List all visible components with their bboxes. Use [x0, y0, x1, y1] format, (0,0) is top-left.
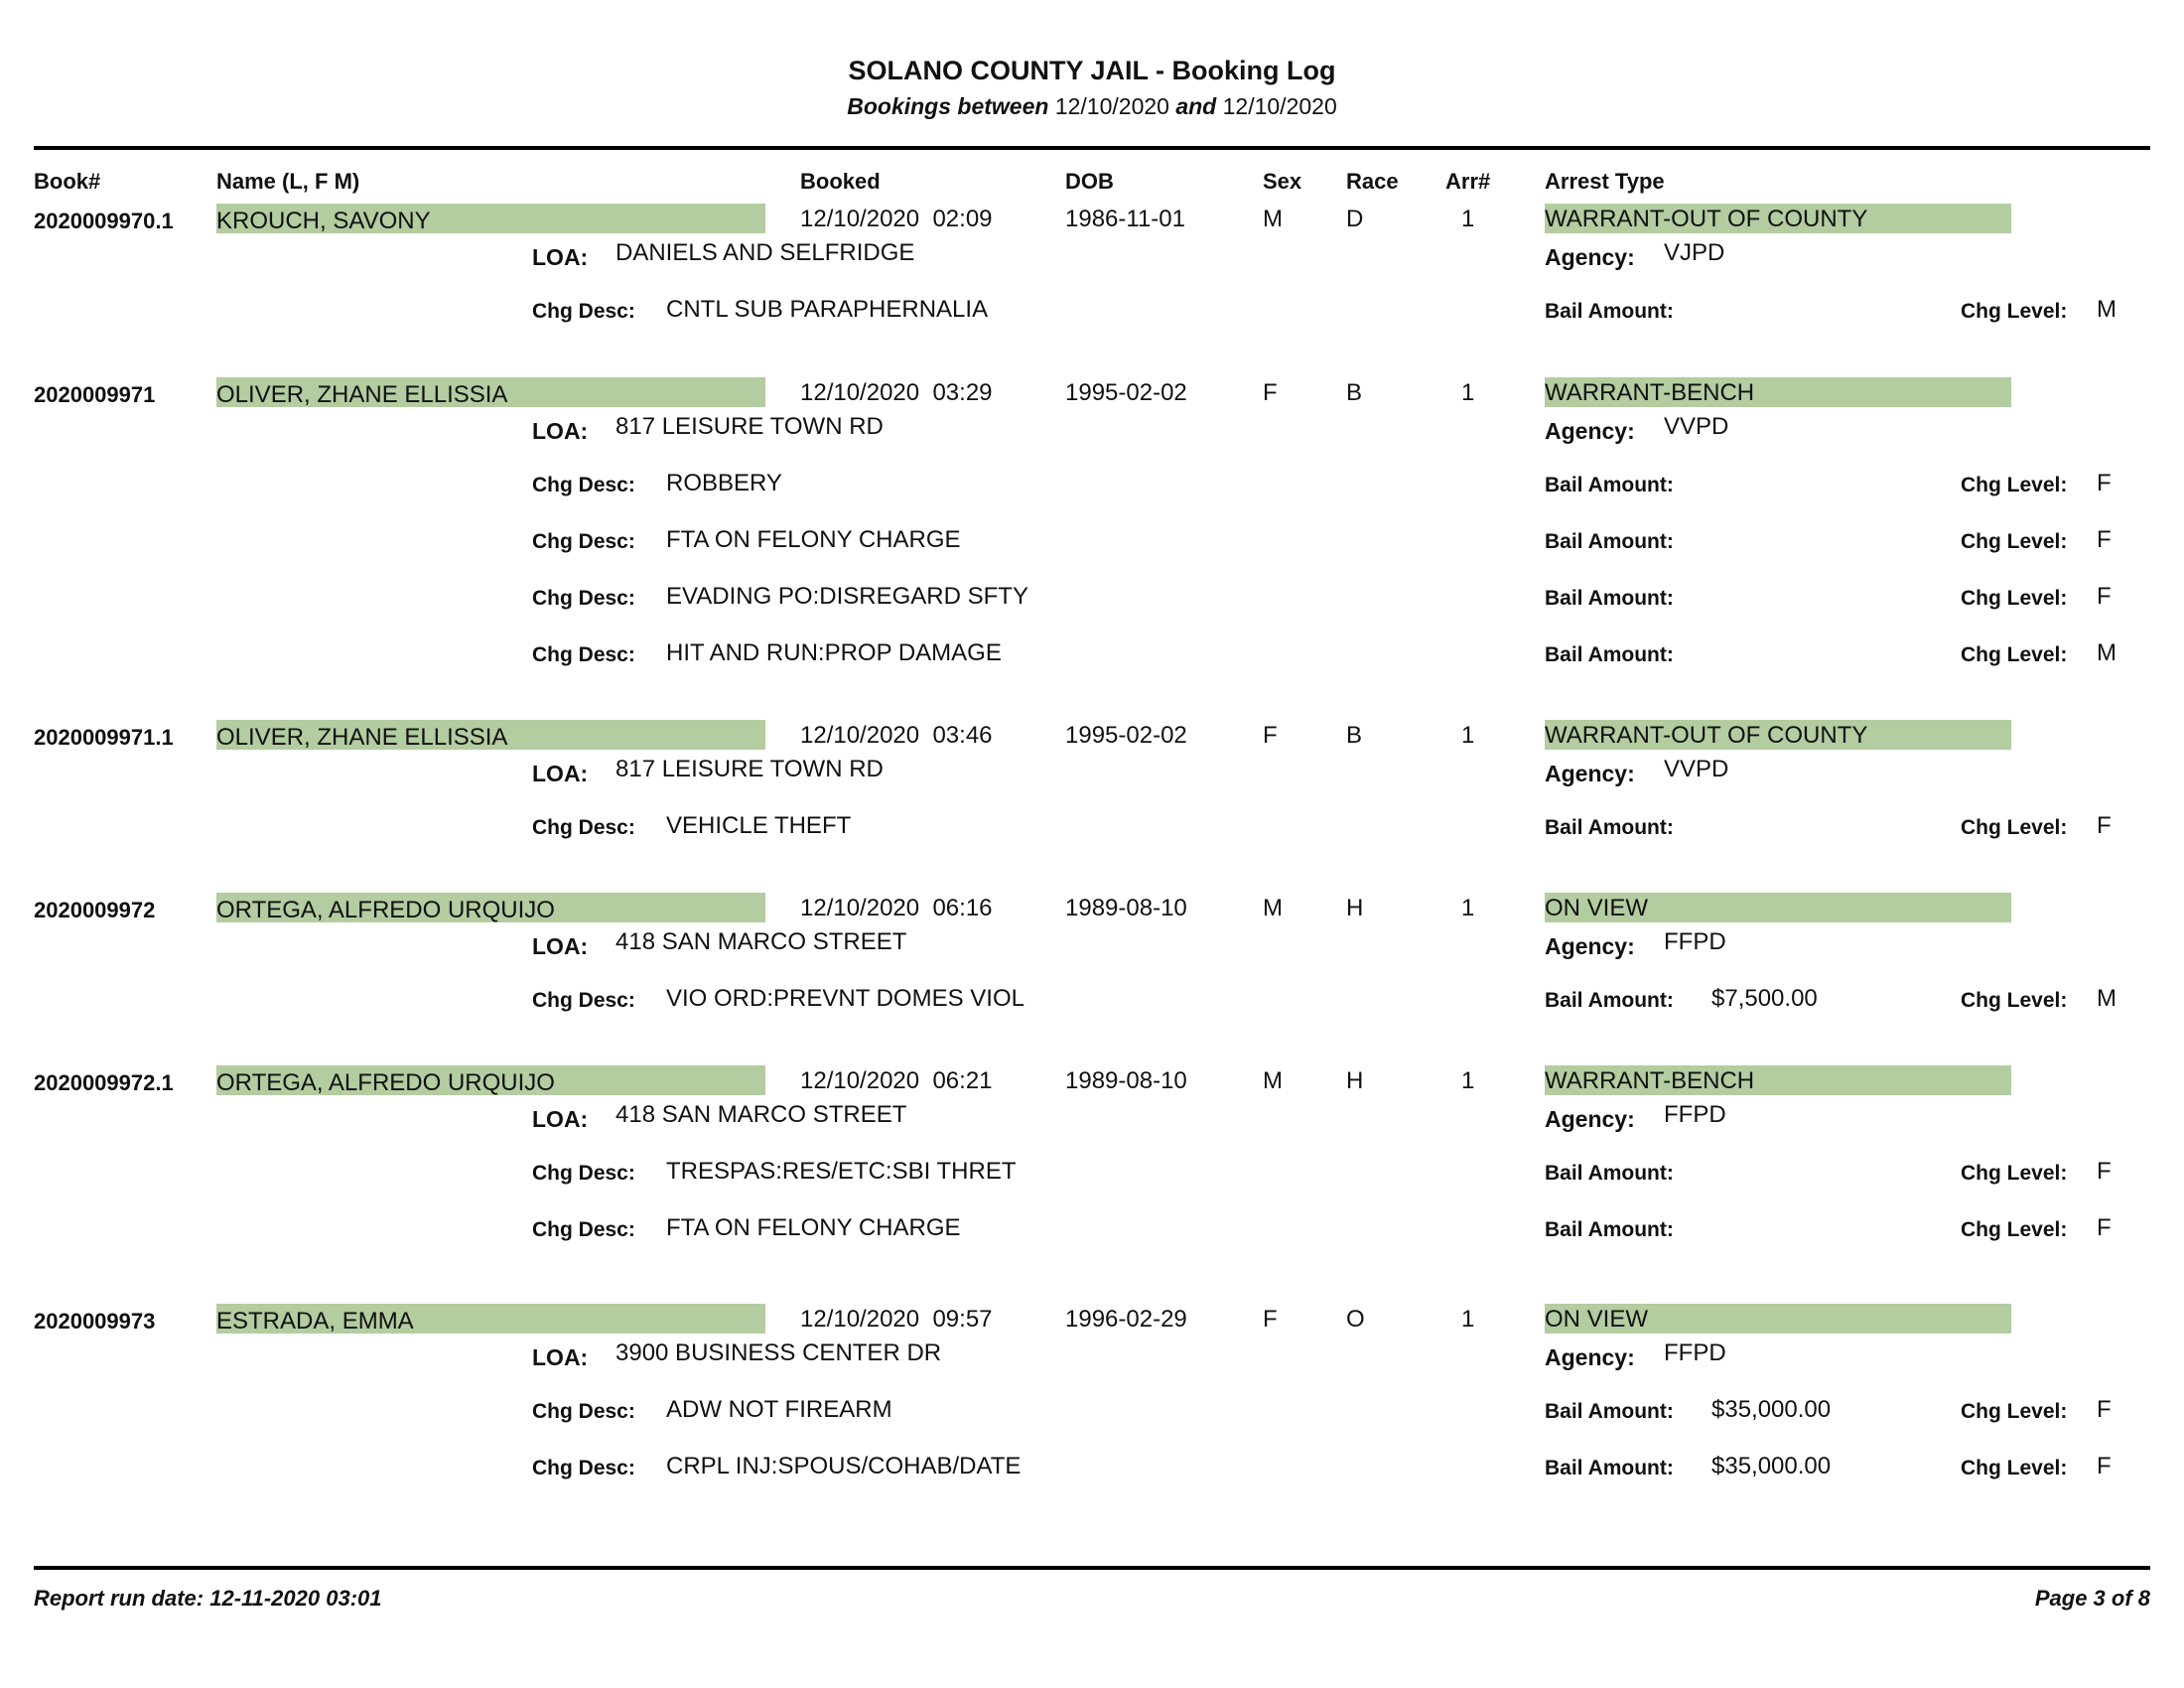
date-of-birth: 1995-02-02 [1065, 722, 1187, 749]
col-header-book: Book# [34, 169, 101, 194]
charge-level: F [2097, 1396, 2112, 1423]
loa-label: LOA: [532, 761, 589, 786]
charge-level: M [2097, 985, 2116, 1012]
race-value: D [1346, 206, 1364, 232]
booked-datetime: 12/10/2020 03:46 [800, 722, 993, 749]
race-value: B [1346, 722, 1363, 749]
agency-value: FFPD [1664, 928, 1726, 955]
col-header-arr: Arr# [1445, 169, 1491, 194]
bail-amount-label: Bail Amount: [1545, 643, 1674, 666]
arrest-count: 1 [1461, 206, 1475, 232]
charge-desc-label: Chg Desc: [532, 816, 635, 839]
booked-datetime: 12/10/2020 03:29 [800, 379, 993, 406]
subtitle-prefix: Bookings between [847, 93, 1049, 119]
inmate-name-bar [216, 204, 765, 233]
footer-rule [34, 1566, 2150, 1570]
charge-level-label: Chg Level: [1961, 474, 2068, 496]
sex-value: F [1263, 722, 1278, 749]
loa-label: LOA: [532, 933, 589, 959]
arrest-count: 1 [1461, 895, 1475, 921]
subtitle-mid: and [1175, 93, 1217, 119]
date-of-birth: 1989-08-10 [1065, 895, 1187, 921]
charge-level: F [2097, 1214, 2112, 1241]
arrest-type: WARRANT-BENCH [1545, 1067, 1755, 1094]
bail-amount-label: Bail Amount: [1545, 1162, 1674, 1185]
race-value: O [1346, 1306, 1365, 1333]
header-rule [34, 146, 2150, 150]
charge-level: M [2097, 296, 2116, 323]
arrest-type-bar [1545, 1304, 2011, 1334]
sex-value: F [1263, 1306, 1278, 1333]
charge-description: ROBBERY [666, 470, 782, 496]
col-header-dob: DOB [1065, 169, 1114, 194]
charge-level-label: Chg Level: [1961, 1218, 2068, 1241]
arrest-type: ON VIEW [1545, 1306, 1649, 1333]
agency-label: Agency: [1545, 1344, 1635, 1370]
sex-value: M [1263, 206, 1283, 232]
charge-description: ADW NOT FIREARM [666, 1396, 892, 1423]
charge-level: F [2097, 1453, 2112, 1479]
charge-level: F [2097, 812, 2112, 839]
booked-datetime: 12/10/2020 02:09 [800, 206, 993, 232]
arrest-type-bar [1545, 1065, 2011, 1095]
agency-label: Agency: [1545, 761, 1635, 786]
agency-label: Agency: [1545, 933, 1635, 959]
charge-level-label: Chg Level: [1961, 989, 2068, 1012]
loa-value: 817 LEISURE TOWN RD [615, 756, 884, 782]
charge-desc-label: Chg Desc: [532, 989, 635, 1012]
col-header-sex: Sex [1263, 169, 1302, 194]
booked-datetime: 12/10/2020 06:16 [800, 895, 993, 921]
arrest-type: WARRANT-BENCH [1545, 379, 1755, 406]
loa-value: 3900 BUSINESS CENTER DR [615, 1339, 942, 1366]
loa-value: 817 LEISURE TOWN RD [615, 413, 884, 440]
report-run-date: Report run date: 12-11-2020 03:01 [34, 1586, 382, 1611]
charge-level-label: Chg Level: [1961, 587, 2068, 610]
loa-label: LOA: [532, 244, 589, 270]
inmate-name-bar [216, 1065, 765, 1095]
date-of-birth: 1989-08-10 [1065, 1067, 1187, 1094]
arrest-type-bar [1545, 893, 2011, 922]
loa-value: 418 SAN MARCO STREET [615, 928, 907, 955]
agency-value: FFPD [1664, 1339, 1726, 1366]
arrest-type-bar [1545, 204, 2011, 233]
agency-value: VVPD [1664, 413, 1729, 440]
charge-desc-label: Chg Desc: [532, 587, 635, 610]
bail-amount: $35,000.00 [1711, 1453, 1832, 1479]
book-number: 2020009971 [34, 382, 156, 407]
charge-level: F [2097, 1158, 2112, 1185]
charge-desc-label: Chg Desc: [532, 1218, 635, 1241]
charge-level-label: Chg Level: [1961, 643, 2068, 666]
book-number: 2020009971.1 [34, 725, 174, 750]
race-value: H [1346, 895, 1364, 921]
agency-label: Agency: [1545, 1106, 1635, 1132]
report-date-range [0, 93, 2184, 120]
race-value: B [1346, 379, 1363, 406]
charge-desc-label: Chg Desc: [532, 643, 635, 666]
loa-value: 418 SAN MARCO STREET [615, 1101, 907, 1128]
sex-value: F [1263, 379, 1278, 406]
agency-value: VJPD [1664, 239, 1725, 266]
arrest-count: 1 [1461, 1067, 1475, 1094]
bail-amount-label: Bail Amount: [1545, 474, 1674, 496]
charge-level-label: Chg Level: [1961, 530, 2068, 553]
arrest-count: 1 [1461, 1306, 1475, 1333]
end-date: 12/10/2020 [1222, 93, 1337, 119]
arrest-count: 1 [1461, 379, 1475, 406]
charge-level-label: Chg Level: [1961, 300, 2068, 323]
bail-amount: $35,000.00 [1711, 1396, 1832, 1423]
race-value: H [1346, 1067, 1364, 1094]
book-number: 2020009972 [34, 898, 156, 922]
agency-value: FFPD [1664, 1101, 1726, 1128]
arrest-type-bar [1545, 377, 2011, 407]
charge-description: CNTL SUB PARAPHERNALIA [666, 296, 989, 323]
arrest-count: 1 [1461, 722, 1475, 749]
agency-label: Agency: [1545, 244, 1635, 270]
charge-description: EVADING PO:DISREGARD SFTY [666, 583, 1028, 610]
charge-description: HIT AND RUN:PROP DAMAGE [666, 639, 1002, 666]
loa-label: LOA: [532, 418, 589, 444]
loa-label: LOA: [532, 1344, 589, 1370]
charge-description: CRPL INJ:SPOUS/COHAB/DATE [666, 1453, 1022, 1479]
bail-amount-label: Bail Amount: [1545, 1218, 1674, 1241]
bail-amount-label: Bail Amount: [1545, 587, 1674, 610]
charge-desc-label: Chg Desc: [532, 300, 635, 323]
arrest-type: ON VIEW [1545, 895, 1649, 921]
inmate-name: ORTEGA, ALFREDO URQUIJO [216, 897, 555, 923]
bail-amount-label: Bail Amount: [1545, 300, 1674, 323]
charge-description: FTA ON FELONY CHARGE [666, 526, 961, 553]
charge-desc-label: Chg Desc: [532, 474, 635, 496]
book-number: 2020009970.1 [34, 209, 174, 233]
arrest-type: WARRANT-OUT OF COUNTY [1545, 206, 1868, 232]
charge-level-label: Chg Level: [1961, 1162, 2068, 1185]
booked-datetime: 12/10/2020 09:57 [800, 1306, 993, 1333]
agency-value: VVPD [1664, 756, 1729, 782]
charge-level-label: Chg Level: [1961, 816, 2068, 839]
sex-value: M [1263, 1067, 1283, 1094]
charge-desc-label: Chg Desc: [532, 530, 635, 553]
booked-datetime: 12/10/2020 06:21 [800, 1067, 993, 1094]
bail-amount-label: Bail Amount: [1545, 530, 1674, 553]
col-header-race: Race [1346, 169, 1399, 194]
book-number: 2020009973 [34, 1309, 156, 1334]
charge-description: VIO ORD:PREVNT DOMES VIOL [666, 985, 1024, 1012]
bail-amount: $7,500.00 [1711, 985, 1818, 1012]
charge-description: FTA ON FELONY CHARGE [666, 1214, 961, 1241]
bail-amount-label: Bail Amount: [1545, 816, 1674, 839]
charge-description: VEHICLE THEFT [666, 812, 852, 839]
charge-level: F [2097, 470, 2112, 496]
loa-value: DANIELS AND SELFRIDGE [615, 239, 915, 266]
start-date: 12/10/2020 [1054, 93, 1169, 119]
page-number: Page 3 of 8 [2034, 1586, 2150, 1611]
charge-level: F [2097, 526, 2112, 553]
book-number: 2020009972.1 [34, 1070, 174, 1095]
inmate-name-bar [216, 893, 765, 922]
charge-description: TRESPAS:RES/ETC:SBI THRET [666, 1158, 1017, 1185]
report-title: SOLANO COUNTY JAIL - Booking Log [848, 56, 1336, 85]
bail-amount-label: Bail Amount: [1545, 1400, 1674, 1423]
col-header-booked: Booked [800, 169, 881, 194]
bail-amount-label: Bail Amount: [1545, 1457, 1674, 1479]
date-of-birth: 1986-11-01 [1065, 206, 1185, 232]
inmate-name: ESTRADA, EMMA [216, 1308, 414, 1335]
inmate-name: OLIVER, ZHANE ELLISSIA [216, 381, 508, 408]
charge-desc-label: Chg Desc: [532, 1162, 635, 1185]
arrest-type-bar [1545, 720, 2011, 750]
arrest-type: WARRANT-OUT OF COUNTY [1545, 722, 1868, 749]
charge-desc-label: Chg Desc: [532, 1457, 635, 1479]
date-of-birth: 1996-02-29 [1065, 1306, 1187, 1333]
date-of-birth: 1995-02-02 [1065, 379, 1187, 406]
inmate-name-bar [216, 377, 765, 407]
inmate-name-bar [216, 720, 765, 750]
agency-label: Agency: [1545, 418, 1635, 444]
col-header-name: Name (L, F M) [216, 169, 360, 194]
charge-desc-label: Chg Desc: [532, 1400, 635, 1423]
sex-value: M [1263, 895, 1283, 921]
inmate-name: ORTEGA, ALFREDO URQUIJO [216, 1069, 555, 1096]
inmate-name: KROUCH, SAVONY [216, 208, 431, 234]
inmate-name-bar [216, 1304, 765, 1334]
charge-level-label: Chg Level: [1961, 1400, 2068, 1423]
inmate-name: OLIVER, ZHANE ELLISSIA [216, 724, 508, 751]
charge-level: M [2097, 639, 2116, 666]
loa-label: LOA: [532, 1106, 589, 1132]
bail-amount-label: Bail Amount: [1545, 989, 1674, 1012]
charge-level-label: Chg Level: [1961, 1457, 2068, 1479]
col-header-arrest-type: Arrest Type [1545, 169, 1665, 194]
charge-level: F [2097, 583, 2112, 610]
